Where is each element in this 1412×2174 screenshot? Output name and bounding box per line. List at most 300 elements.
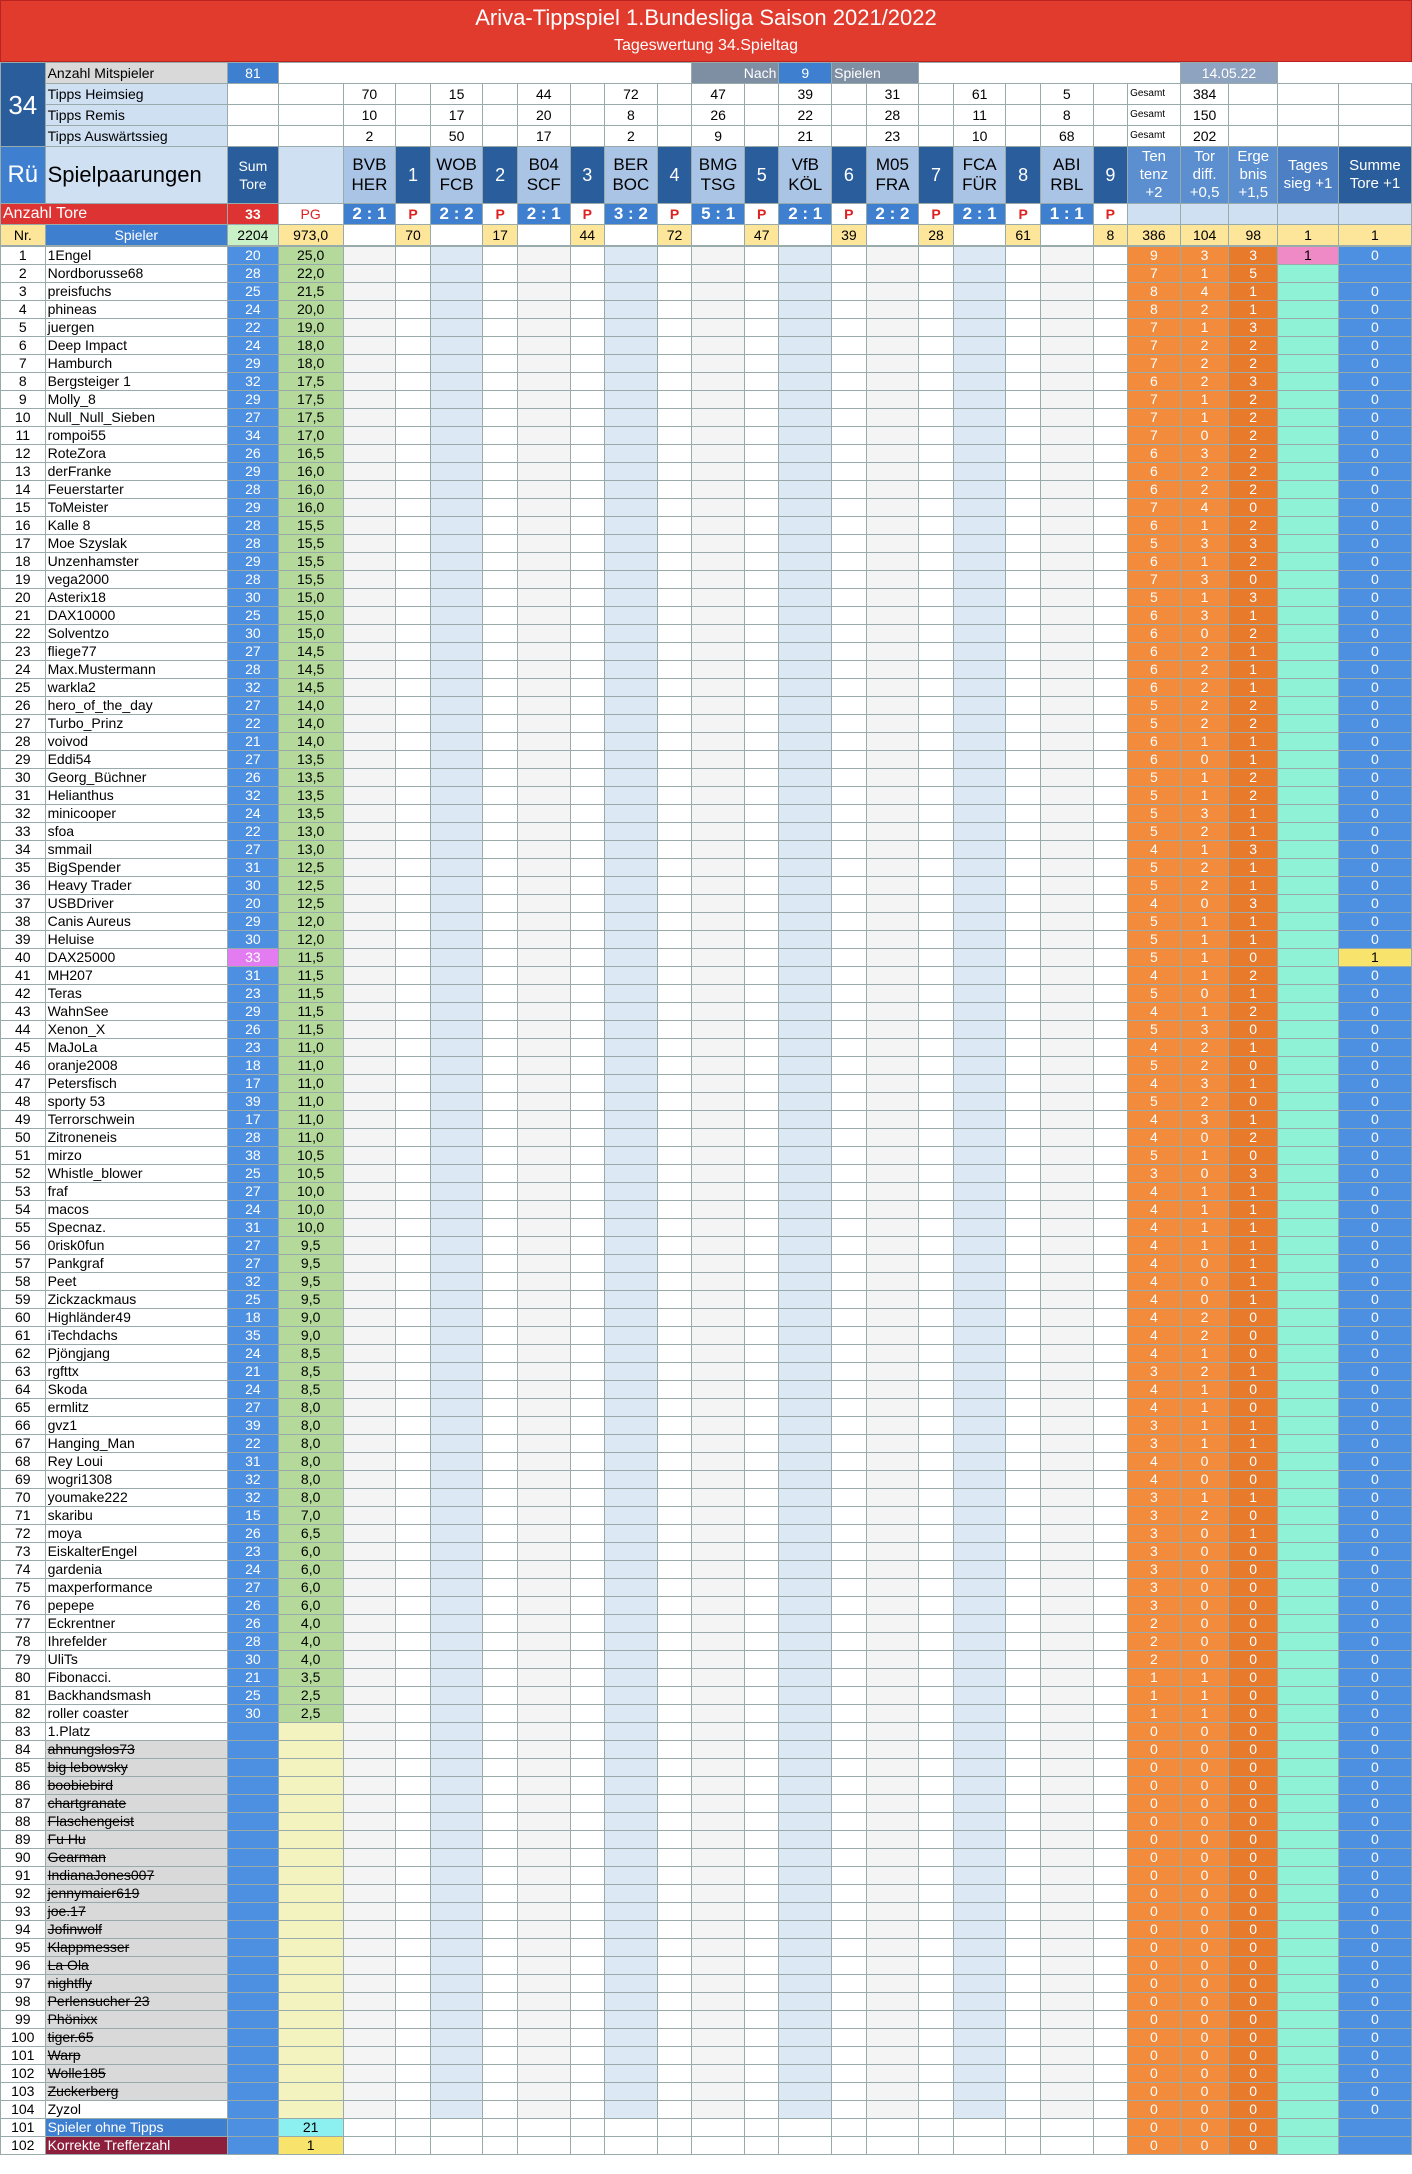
points-cell (1006, 985, 1040, 1003)
points-cell (570, 319, 604, 337)
summetore-value: 0 (1338, 1579, 1411, 1597)
points: 12,5 (278, 877, 343, 895)
points: 15,5 (278, 535, 343, 553)
tordiff-value: 2 (1180, 679, 1229, 697)
summetore-value: 0 (1338, 535, 1411, 553)
points-cell (744, 715, 778, 733)
tip-cell (430, 895, 483, 913)
tip-cell (692, 877, 745, 895)
sum-tore: 27 (228, 841, 279, 859)
points-cell (483, 1183, 517, 1201)
points: 15,5 (278, 571, 343, 589)
tip-cell (517, 1381, 570, 1399)
points-cell (744, 1651, 778, 1669)
points-cell (744, 913, 778, 931)
points-cell (832, 1777, 866, 1795)
tip-cell (866, 1435, 919, 1453)
points-cell (744, 1687, 778, 1705)
ergebnis-value: 0 (1229, 1309, 1278, 1327)
points-cell (396, 391, 430, 409)
tip-cell (953, 769, 1006, 787)
points-cell (483, 1201, 517, 1219)
tip-cell (1040, 1003, 1093, 1021)
points-cell (396, 409, 430, 427)
tip-cell (779, 1471, 832, 1489)
spielen-label: Spielen (832, 63, 919, 84)
ergebnis-header: Erge bnis +1,5 (1229, 147, 1278, 204)
points-cell (396, 787, 430, 805)
points-cell (657, 1327, 691, 1345)
tip-cell (1040, 1903, 1093, 1921)
points-cell (919, 589, 953, 607)
player-name: Phönixx (45, 2011, 227, 2029)
points-cell (1006, 1255, 1040, 1273)
points-cell (744, 1327, 778, 1345)
blank-cell (919, 105, 953, 126)
tip-cell (779, 571, 832, 589)
tip-cell (343, 1975, 396, 1993)
points-cell (483, 1975, 517, 1993)
tendenz-value: 4 (1127, 1183, 1180, 1201)
table-row (1, 409, 1412, 427)
points-cell (1006, 589, 1040, 607)
points-cell (744, 1165, 778, 1183)
tip-cell (517, 535, 570, 553)
tip-cell (430, 1399, 483, 1417)
tip-cell (779, 1921, 832, 1939)
game-total: 8 (1093, 225, 1127, 246)
points-cell (919, 1093, 953, 1111)
tip-cell (605, 1849, 658, 1867)
tip-cell (430, 2047, 483, 2065)
tip-cell (605, 1237, 658, 1255)
summetore-value: 0 (1338, 589, 1411, 607)
ergebnis-value: 1 (1229, 1201, 1278, 1219)
points (278, 1921, 343, 1939)
table-row (1, 1327, 1412, 1345)
points-cell (1006, 1363, 1040, 1381)
tip-cell (430, 967, 483, 985)
points-cell (483, 1903, 517, 1921)
tendenz-value: 5 (1127, 823, 1180, 841)
tip-cell (430, 481, 483, 499)
tip-cell (1040, 535, 1093, 553)
gesamt-label: Gesamt (1128, 126, 1181, 147)
tip-cell (1040, 1831, 1093, 1849)
row-number: 99 (1, 2011, 46, 2029)
sum-tore: 22 (228, 1435, 279, 1453)
tip-cell (430, 1813, 483, 1831)
points-cell (1006, 355, 1040, 373)
points-cell (483, 445, 517, 463)
sum-tore: 33 (228, 949, 279, 967)
tip-cell (953, 463, 1006, 481)
tip-cell (343, 1039, 396, 1057)
points-cell (919, 679, 953, 697)
tordiff-value: 0 (1180, 1651, 1229, 1669)
tip-cell (343, 1885, 396, 1903)
points-cell (1006, 913, 1040, 931)
tordiff-value: 0 (1180, 1165, 1229, 1183)
tip-cell (692, 409, 745, 427)
tip-cell (779, 643, 832, 661)
tip-cell (430, 535, 483, 553)
points-cell (483, 1813, 517, 1831)
summetore-value: 0 (1338, 2101, 1411, 2119)
points-cell (919, 1561, 953, 1579)
ergebnis-value: 1 (1229, 1039, 1278, 1057)
tip-cell (517, 2047, 570, 2065)
tordiff-value: 0 (1180, 1813, 1229, 1831)
points-cell (570, 1975, 604, 1993)
tip-cell (866, 1237, 919, 1255)
tip-cell (953, 1867, 1006, 1885)
ergebnis-value: 0 (1229, 1669, 1278, 1687)
points-cell (832, 1363, 866, 1381)
tagessieg-value (1277, 1075, 1338, 1093)
points-cell (744, 2065, 778, 2083)
player-name: ToMeister (45, 499, 227, 517)
tagessieg-value (1277, 1777, 1338, 1795)
player-name: big lebowsky (45, 1759, 227, 1777)
blank-cell (430, 2137, 483, 2155)
tip-cell (430, 1723, 483, 1741)
ergebnis-value: 0 (1229, 1021, 1278, 1039)
tip-cell (430, 949, 483, 967)
tip-cell (1040, 1453, 1093, 1471)
away-team: HER (351, 175, 388, 194)
tip-cell (605, 463, 658, 481)
tip-cell (517, 607, 570, 625)
ergebnis-value: 3 (1229, 319, 1278, 337)
points-cell (1006, 1687, 1040, 1705)
points: 12,0 (278, 931, 343, 949)
tip-cell (779, 1831, 832, 1849)
tip-cell (1040, 877, 1093, 895)
tendenz-value: 7 (1127, 427, 1180, 445)
tip-cell (517, 1867, 570, 1885)
tip-cell (343, 931, 396, 949)
pg-label: PG (278, 204, 343, 225)
p-label: P (1093, 204, 1127, 225)
tip-cell (953, 1327, 1006, 1345)
tip-cell (953, 1813, 1006, 1831)
points-cell (396, 1201, 430, 1219)
tip-cell (953, 1399, 1006, 1417)
tip-cell (692, 697, 745, 715)
tordiff-value: 2 (1180, 1363, 1229, 1381)
points-cell (657, 265, 691, 283)
points-cell (483, 715, 517, 733)
game-header (779, 147, 832, 204)
tordiff-value: 0 (1180, 985, 1229, 1003)
ergebnis-value: 1 (1229, 733, 1278, 751)
points-cell (483, 553, 517, 571)
tip-cell (953, 2065, 1006, 2083)
player-name: 0risk0fun (45, 1237, 227, 1255)
blank-cell (278, 84, 343, 105)
points-cell (744, 1921, 778, 1939)
points-cell (657, 463, 691, 481)
tip-cell (343, 733, 396, 751)
points-cell (483, 1021, 517, 1039)
points-cell (744, 697, 778, 715)
sum-tore: 38 (228, 1147, 279, 1165)
tip-cell (1040, 283, 1093, 301)
tendenz-value: 8 (1127, 283, 1180, 301)
tip-cell (953, 481, 1006, 499)
tip-cell (343, 679, 396, 697)
points-cell (483, 1939, 517, 1957)
row-number: 6 (1, 337, 46, 355)
points-cell (483, 1633, 517, 1651)
row-number: 38 (1, 913, 46, 931)
tip-cell (866, 2029, 919, 2047)
sum-tore (228, 1813, 279, 1831)
points-cell (1006, 2065, 1040, 2083)
tip-cell (343, 877, 396, 895)
tip-cell (430, 2083, 483, 2101)
sum-tore: 25 (228, 1291, 279, 1309)
tendenz-value: 5 (1127, 985, 1180, 1003)
points-cell (1006, 643, 1040, 661)
tip-cell (517, 1309, 570, 1327)
tordiff-value: 0 (1180, 1741, 1229, 1759)
tip-cell (430, 1579, 483, 1597)
player-name: phineas (45, 301, 227, 319)
points-cell (483, 1723, 517, 1741)
points: 8,0 (278, 1471, 343, 1489)
home-team: FCA (962, 155, 997, 174)
tordiff-value: 3 (1180, 1075, 1229, 1093)
points-cell (832, 1633, 866, 1651)
tip-cell (517, 1417, 570, 1435)
tordiff-value: 0 (1180, 2101, 1229, 2119)
tip-cell (779, 1723, 832, 1741)
points: 11,0 (278, 1057, 343, 1075)
tagessieg-value (1277, 1417, 1338, 1435)
tip-cell (1040, 985, 1093, 1003)
points-cell (1006, 499, 1040, 517)
tordiff-value: 1 (1180, 553, 1229, 571)
row-number: 73 (1, 1543, 46, 1561)
tip-cell (343, 1021, 396, 1039)
auswaerts-count: 2 (605, 126, 658, 147)
tip-cell (430, 1957, 483, 1975)
tip-cell (1040, 445, 1093, 463)
points-cell (1006, 877, 1040, 895)
sum-tore: 28 (228, 481, 279, 499)
auswaerts-label: Tipps Auswärtssieg (45, 126, 227, 147)
points-cell (1006, 517, 1040, 535)
tip-cell (692, 1291, 745, 1309)
ergebnis-value: 0 (1229, 1507, 1278, 1525)
tip-cell (1040, 409, 1093, 427)
tip-cell (517, 1435, 570, 1453)
points: 16,0 (278, 463, 343, 481)
ergebnis-value: 0 (1229, 1993, 1278, 2011)
points-cell (919, 1687, 953, 1705)
tip-cell (866, 571, 919, 589)
tagessieg-value (1277, 535, 1338, 553)
tip-cell (605, 895, 658, 913)
tip-cell (517, 1093, 570, 1111)
points-cell (919, 1129, 953, 1147)
tip-cell (866, 535, 919, 553)
tip-cell (343, 2083, 396, 2101)
points-cell (1093, 1507, 1127, 1525)
sum-tore: 24 (228, 1381, 279, 1399)
blank-cell (866, 225, 919, 246)
tip-cell (692, 1741, 745, 1759)
points-cell (657, 1507, 691, 1525)
points-cell (744, 1723, 778, 1741)
points-cell (1006, 1435, 1040, 1453)
points-cell (657, 1111, 691, 1129)
points-cell (657, 1921, 691, 1939)
tip-cell (953, 409, 1006, 427)
points-cell (657, 2065, 691, 2083)
player-name: roller coaster (45, 1705, 227, 1723)
tip-cell (1040, 679, 1093, 697)
p-label: P (570, 204, 604, 225)
blank-cell (953, 2119, 1006, 2137)
tagessieg-value (1277, 1561, 1338, 1579)
tendenz-value: 5 (1127, 1057, 1180, 1075)
points-cell (570, 2101, 604, 2119)
points: 6,5 (278, 1525, 343, 1543)
points-cell (744, 1759, 778, 1777)
blank-cell (1006, 126, 1040, 147)
tip-cell (517, 1795, 570, 1813)
tip-cell (517, 949, 570, 967)
points-cell (744, 1615, 778, 1633)
points-cell (744, 2047, 778, 2065)
points-cell (396, 1633, 430, 1651)
table-row (1, 1705, 1412, 1723)
sum-tore: 24 (228, 301, 279, 319)
tagessieg-value (1277, 1093, 1338, 1111)
points-cell (919, 1795, 953, 1813)
points-cell (483, 625, 517, 643)
points-cell (1006, 787, 1040, 805)
game-number: 7 (919, 147, 953, 204)
ergebnis-value: 1 (1229, 679, 1278, 697)
points (278, 1993, 343, 2011)
points-cell (570, 2029, 604, 2047)
points-cell (832, 1093, 866, 1111)
row-number: 82 (1, 1705, 46, 1723)
tip-cell (779, 1039, 832, 1057)
tordiff-value: 3 (1180, 1021, 1229, 1039)
tendenz-value: 0 (1127, 1885, 1180, 1903)
tagessieg-value (1277, 1975, 1338, 1993)
points (278, 2101, 343, 2119)
points (278, 1831, 343, 1849)
tip-cell (343, 355, 396, 373)
points-cell (744, 265, 778, 283)
tagessieg-value (1277, 1687, 1338, 1705)
points-cell (483, 1417, 517, 1435)
points-cell (396, 571, 430, 589)
points-cell (396, 1435, 430, 1453)
row-number: 55 (1, 1219, 46, 1237)
tip-cell (517, 571, 570, 589)
tendenz-value: 4 (1127, 1111, 1180, 1129)
summetore-value: 0 (1338, 1633, 1411, 1651)
points-cell (483, 1165, 517, 1183)
points-cell (570, 751, 604, 769)
points-cell (832, 2029, 866, 2047)
summetore-value: 0 (1338, 1975, 1411, 1993)
ergebnis-value: 0 (1229, 1327, 1278, 1345)
points-cell (919, 1651, 953, 1669)
tip-cell (866, 877, 919, 895)
points-cell (396, 1543, 430, 1561)
tip-cell (343, 1003, 396, 1021)
tip-cell (517, 1777, 570, 1795)
points-cell (396, 1453, 430, 1471)
p-label: P (657, 204, 692, 225)
table-row (1, 1453, 1412, 1471)
sum-tore (228, 1957, 279, 1975)
tip-cell (953, 1975, 1006, 1993)
gesamt-label: Gesamt (1128, 105, 1181, 126)
summetore-value: 0 (1338, 1057, 1411, 1075)
tip-cell (343, 1903, 396, 1921)
tip-cell (953, 1183, 1006, 1201)
tip-cell (1040, 1183, 1093, 1201)
summetore-value: 0 (1338, 481, 1411, 499)
points-cell (744, 1741, 778, 1759)
tagessieg-value (1277, 2011, 1338, 2029)
tip-cell (779, 1777, 832, 1795)
tip-cell (343, 1561, 396, 1579)
tordiff-value: 1 (1180, 1399, 1229, 1417)
points-cell (657, 1723, 691, 1741)
tip-cell (1040, 1471, 1093, 1489)
tagessieg-value (1277, 2047, 1338, 2065)
tip-cell (1040, 1219, 1093, 1237)
row-number: 37 (1, 895, 46, 913)
tip-cell (430, 427, 483, 445)
tordiff-value: 1 (1180, 1417, 1229, 1435)
points-cell (832, 1957, 866, 1975)
player-name: iTechdachs (45, 1327, 227, 1345)
summetore-value: 0 (1338, 445, 1411, 463)
points-cell (483, 1309, 517, 1327)
tip-cell (517, 1921, 570, 1939)
points-cell (919, 1741, 953, 1759)
sum-tore: 30 (228, 589, 279, 607)
points-cell (396, 337, 430, 355)
points-cell (1093, 481, 1127, 499)
ergebnis-value: 0 (1229, 1579, 1278, 1597)
summetore-value: 0 (1338, 823, 1411, 841)
tordiff-value: 2 (1180, 481, 1229, 499)
tendenz-value: 5 (1127, 805, 1180, 823)
points-cell (832, 1687, 866, 1705)
table-row (1, 1813, 1412, 1831)
points-cell (919, 1885, 953, 1903)
tip-cell (605, 1435, 658, 1453)
ergebnis-value: 1 (1229, 1237, 1278, 1255)
points-cell (483, 2101, 517, 2119)
remis-count: 17 (430, 105, 483, 126)
sum-tore: 39 (228, 1417, 279, 1435)
table-row (1, 1291, 1412, 1309)
sum-tore: 27 (228, 1255, 279, 1273)
